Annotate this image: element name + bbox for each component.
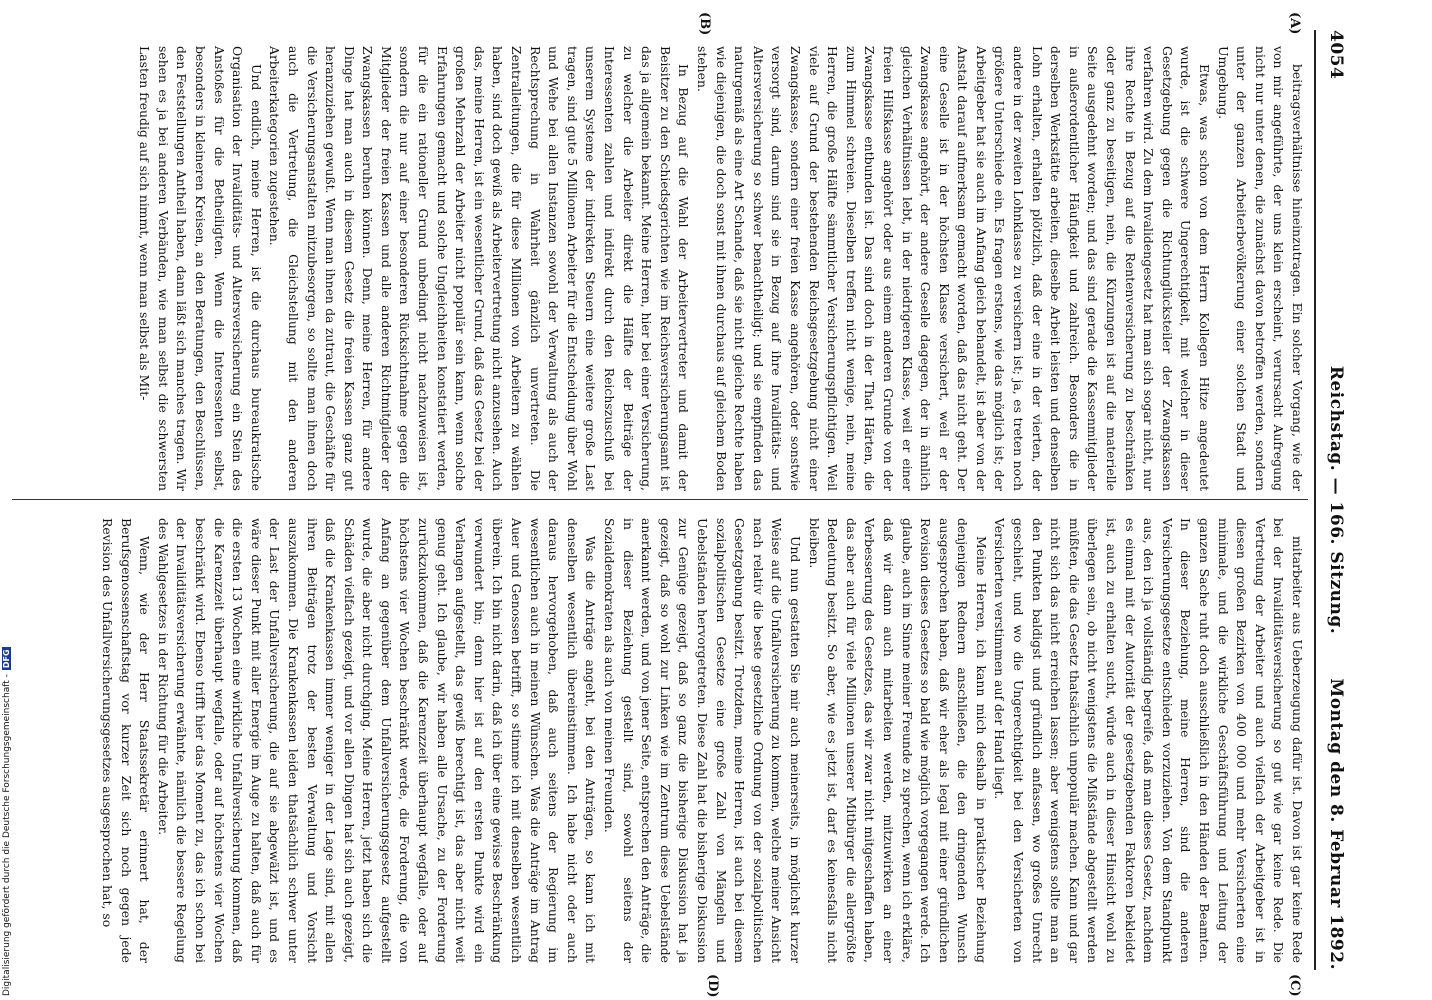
page-header — [1320, 30, 1350, 970]
session-title: Reichstag. — 166. Sitzung. — [1326, 365, 1346, 635]
paragraph: Was die Anträge angeht, bei den Anträgen, so kann ich mit denselben wesentlich übereinstimmen. Ich habe nicht oder auch daraus hervorgehoben, daß auch seitens der Regierung im wesentlichen auch in meinen Wünschen. Was die Anträge im Antrag Auer und Genossen betrifft, so stimme ich mit denselben wesentlich überein. Ich bin nicht darin, daß ich über eine gewisse Beschränkung verwundert bin; denn hier ist auf den ersten Punkte wird ein Verlangen aufgestellt, das gewiß berechtigt ist, das aber nicht weit genug geht. Ich glaube, wir haben alle Ursache, zu der Forderung zurückzukommen, daß die Karenzzeit überhaupt wegfalle, oder auf höchstens vier Wochen beschränkt werde, die Forderung, die von Anfang an gegenüber dem Unfallversicherungsgesetz aufgestellt wurde, die aber nicht durchging. Meine Herren, jetzt haben sich die Schäden vielfach gezeigt, und vor allen Dingen hat sich auch gezeigt, daß die Krankenkassen immer weniger in der Lage sind, mit allen ihren Beiträgen trotz der besten Verwaltung und Vorsicht auszukommen. Die Krankenkassen leiden thatsächlich schwer unter der Last der Unfallversicherung, die auf sie abgewälzt ist, und es wäre dieser Punkt mit aller Energie im Auge zu halten, daß auch für die ersten 13 Wochen eine wirkliche Unfallversicherung kommen, daß die Karenzzeit überhaupt wegfalle, oder auf höchstens vier Wochen beschränkt wird. Ebenso trifft hier das Moment zu, das ich schon bei der Invaliditätsversicherung erwähnte, nämlich die bessere Regelung des Wahlgesetzes in der Richtung für die Arbeiter. — [155, 518, 599, 963]
paragraph: In Bezug auf die Wahl der Arbeitervertreter und damit der Beisitzer zu den Schiedsgerichten wie im Reichsversicherungsamt ist das ja allgemein bekannt. Meine Herren, hier bei einer Versicherung, zu welcher die Arbeiter direkt die Hälfte der Beiträge der Interessenten zahlen und indirekt durch den Reichszuschuß bei unserem Systeme der indirekten Steuern eine weitere große Last tragen, sind gute 5 Millionen Arbeiter für die Entscheidung über Wohl und Wehe bei allen Instanzen sowohl der Verwaltung als auch der Rechtsprechung in Wahrheit gänzlich unvertreten. Die Zentralleitungen, die für diese Millionen von Arbeitern zu wählen haben, sind doch gewiß als Arbeitervertretung nicht anzusehen. Auch das, meine Herren, ist ein wesentlicher Grund, daß das Gesetz bei der großen Mehrzahl der Arbeiter nicht populär sein kann, wenn solche Erfahrungen gemacht und solche Ungleichheiten konstatiert werden, für die ein rationeller Grund unbedingt nicht nachzuweisen ist, sondern die nur auf einer besonderen Rücksichtnahme gegen die Mitglieder der freien Kassen und alle anderen Richtmitglieder der Zwangskassen beruhen können. Denn, meine Herren, für andere Dinge hat man auch in diesem Gesetz die freien Kassen ganz gut heranzuziehen gewußt. Wenn man ihnen da zutraut, die Geschäfte für die Versicherungsanstalten mitzubesorgen, so sollte man ihnen doch auch die Vertretung, die Gleichstellung mit den anderen Arbeiterkategorien zugestehen. — [267, 46, 692, 491]
paragraph: Wenn, wie der Herr Staatssekretär erinnert hat, der Berufsgenossenschaftstag vor kurzer Zeit sich noch gegen jede Revision des Unfallversicherungsgesetzes ausgesprochen hat, so — [100, 518, 153, 963]
right-column — [16, 518, 1306, 963]
session-date: Montag den 8. Februar 1892. — [1326, 678, 1346, 970]
dfg-logo: DFG — [2, 649, 11, 669]
margin-marker-a: (A) — [1287, 12, 1302, 35]
funding-text: Digitalisierung gefördert durch die Deutsche Forschungsgemeinschaft - — [2, 674, 12, 996]
margin-marker-c: (C) — [1287, 974, 1302, 997]
paragraph: Und endlich, meine Herren, ist die durchaus bureaukratische Organisation der Invaliditäts- und Altersversicherung ein Stein des Anstoßes für die Betheiligten. Wenn die Interessenten selbst, besonders in kleineren Kreisen, an den Beratungen, den Beschlüssen, den Feststellungen Antheil haben, dann läßt sich manches tragen. Wir sehen es ja bei anderen Verbänden, wie man selbst die schwersten Lasten freudig auf sich nimmt, wenn man selbst als Mit- — [137, 46, 264, 491]
left-column — [16, 46, 1306, 491]
margin-marker-b: (B) — [697, 12, 712, 36]
paragraph: Und nun gestatten Sie mir auch meinerseits, in möglichst kurzer Weise auf die Unfallversicherung zu kommen, welche meiner Ansicht nach relativ die beste gesetzliche Ordnung von der sozialpolitischen Gesetzgebung besitzt. Trotzdem, meine Herren, ist auch bei diesem sozialpolitischen Gesetze eine große Zahl von Mängeln und Uebelständen hervorgetreten. Diese Zahl hat die bisherige Diskussion zur Genüge gezeigt, daß so ganz die bisherige Diskussion hat ja gezeigt, daß so wohl zur Linken wie im Zentrum diese Uebelstände anerkannt werden, und von jener Seite, entsprechen den Anträge, die in dieser Beziehung gestellt sind, sowohl seitens der Sozialdemokraten als auch von meinen Freunden. — [602, 518, 803, 963]
margin-marker-d: (D) — [705, 974, 720, 998]
column-divider — [12, 499, 1308, 500]
header-divider — [1314, 30, 1316, 970]
paragraph: Etwas, was schon von dem Herrn Kollegen Hitze angedeutet wurde, ist die schwere Ungerechtigkeit, mit welcher in dieser Gesetzgebung gegen die Richtunglücksteiler der Zwangskassen verfahren wird. Zu dem Invalidengesetz hat man sich sogar nicht, nur ihre Rechte in Bezug auf die Rentenversicherung zu beschränken oder ganz zu beseitigen, nein, die Kürzungen ist auf die materielle Seite ausgedehnt worden; und das sind gerade die Kassenmitglieder in außerordentlicher Häufigkeit und zahlreich. Besonders die in derselben Werkstätte arbeiten, dieselbe Arbeit leisten und denselben Lohn erhalten, erhalten plötzlich, daß der eine in der vierten, der andere in der zweiten Lohnklasse zu versichern ist; ja, es treten noch größere Unterschiede ein. Es fragen erstens, wie das möglich ist; der Arbeitgeber hat sie auch im Anfang gleich behandelt, ist aber von der Anstalt darauf aufmerksam gemacht worden, daß das nicht geht. Der eine Geselle ist in der höchsten Klasse versichert, weil er der Zwangskasse angehört, der andere Geselle dagegen, der in ähnlich gleichen Verhältnissen lebt, in der niedrigeren Klasse, weil er einer freien Hilfskasse angehört oder aus einem anderen Grunde von der Zwangskasse entbunden ist. Das sind doch in der That Härten, die zum Himmel schreien. Dieselben treffen nicht wenige, nein, meine Herren, die große Hälfte sämmtlicher Versicherungspflichtigen. Weil viele auf Grund der bestehenden Reichsgesetzgebung nicht einer Zwangskasse, sondern einer freien Kasse angehören, oder sonstwie versorgt sind, darum sind sie in Bezug auf ihre Invaliditäts- und Altersversicherung so schwer benachtheiligt; und sie empfinden das naturgemäß als eine Art Schande, daß sie nicht gleiche Rechte haben wie diejenigen, die doch sonst mit ihnen durchaus auf gleichem Boden stehen. — [695, 46, 1213, 491]
paragraph: Meine Herren, ich kann mich deshalb in praktischer Beziehung denjenigen Rednern anschließen, die den dringenden Wunsch ausgesprochen haben, daß wir eher als legal mit einer gründlichen Revision dieses Gesetzes so bald wie möglich vorgegangen werde. Ich glaube, auch im Sinne meiner Freunde zu sprechen, wenn ich erkläre, daß wir dann auch mitarbeiten werden, mitzuwirken an einer Verbesserung des Gesetzes, das wir zwar nicht mitgeschaffen haben, das aber auch für viele Millionen unserer Mitbürger die allergrößte Bedeutung besitzt. So aber, wie es jetzt ist, darf es keinesfalls nicht bleiben. — [806, 518, 989, 963]
page-number: 4054 — [1326, 30, 1346, 80]
paragraph: mitarbeiter aus Ueberzeugung dafür ist. Davon ist gar keine Rede bei der Invaliditätsversicherung so gut wie gar keine Rede. Die Vertretung der Arbeiter und auch vielfach der Arbeitgeber ist in diesen großen Bezirken von 400 000 und mehr Versicherten eine minimale, und die wirkliche Geschäftsführung und Leitung der ganzen Sache ruht doch ausschließlich in den Händen der Beamten. In dieser Beziehung, meine Herren, sind die anderen Versicherungsgesetze entschieden vorzuziehen. Von dem Standpunkt aus, den ich ja vollständig begreife, daß man dieses Gesetz, nachdem es einmal mit der Autorität der gesetzgebenden Faktoren bekleidet ist, auch zu erhalten sucht, würde auch in dieser Hinsicht wohl zu überlegen sein, ob nicht wenigstens die Mißstände abgestellt werden müßten, die das Gesetz thatsächlich unpopulär machen. Kann und gar nicht sich das nicht erreichen lassen; aber wenigstens sollte man an den Punkten baldigst und gründlich anfassen, wo großes Unrecht geschieht, und wo die Ungerechtigkeit bei den Versicherten von Versicherten verstimmen auf der Hand liegt. — [992, 518, 1305, 963]
paragraph: beitragsverhältnisse hineinzutragen. Ein solcher Vorgang, wie der von mir angeführte, der uns klein erscheint, verursacht Aufregung nicht nur unter denen, die zunächst davon betroffen werden, sondern unter der ganzen Arbeiterbevölkerung einer solchen Stadt und Umgebung. — [1215, 46, 1305, 491]
